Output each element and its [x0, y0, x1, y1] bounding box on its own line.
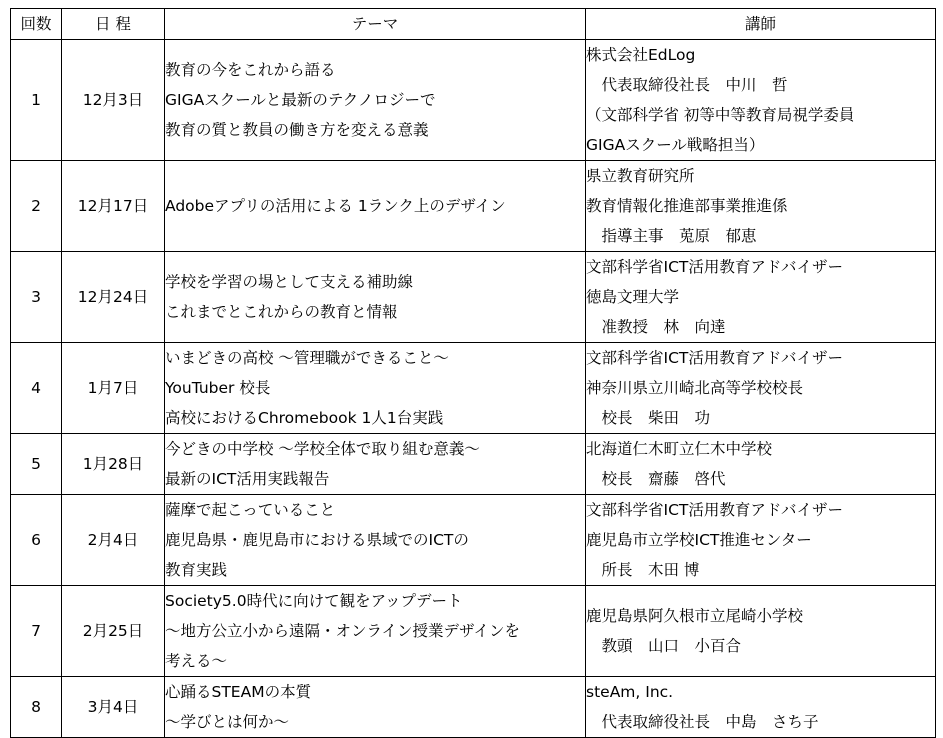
session-date: 2月25日 [62, 586, 165, 677]
round-number: 7 [11, 586, 62, 677]
session-date: 1月7日 [62, 343, 165, 434]
lecturer-info [586, 343, 936, 434]
theme-line: 今どきの中学校 ～学校全体で取り組む意義～ [165, 440, 480, 458]
header-round: 回数 [11, 9, 62, 40]
theme-line: ～学びとは何か～ [165, 713, 290, 731]
table-row [11, 343, 936, 434]
round-number: 5 [11, 434, 62, 495]
session-date: 12月3日 [62, 40, 165, 161]
lecturer-info [586, 161, 936, 252]
lecturer-line: 所長 木田 博 [586, 561, 700, 579]
theme-line: 薩摩で起こっていること [165, 501, 336, 519]
lecturer-line: 校長 齋藤 啓代 [586, 470, 726, 488]
lecturer-line: GIGAスクール戦略担当） [586, 136, 765, 154]
lecturer-line: （文部科学省 初等中等教育局視学委員 [586, 106, 855, 124]
theme-line: 考える～ [165, 652, 228, 670]
session-theme [165, 495, 586, 586]
lecturer-info [586, 495, 936, 586]
theme-line: ～地方公立小から遠隔・オンライン授業デザインを [165, 622, 520, 640]
theme-line: 鹿児島県・鹿児島市における県域でのICTの [165, 531, 469, 549]
lecturer-info [586, 434, 936, 495]
table-row [11, 40, 936, 161]
round-number: 1 [11, 40, 62, 161]
lecturer-line: 文部科学省ICT活用教育アドバイザー [586, 349, 844, 367]
theme-line: GIGAスクールと最新のテクノロジーで [165, 91, 436, 109]
theme-line: これまでとこれからの教育と情報 [165, 303, 398, 321]
lecturer-line: 指導主事 莵原 郁恵 [586, 227, 757, 245]
header-lecturer: 講師 [586, 9, 936, 40]
session-theme [165, 161, 586, 252]
table-row [11, 434, 936, 495]
theme-line: 教育実践 [165, 561, 228, 579]
theme-line: 学校を学習の場として支える補助線 [165, 273, 414, 291]
lecturer-line: 文部科学省ICT活用教育アドバイザー [586, 258, 844, 276]
table-row [11, 252, 936, 343]
round-number: 6 [11, 495, 62, 586]
lecture-schedule-table [10, 8, 936, 738]
lecturer-line: 鹿児島県阿久根市立尾崎小学校 [586, 607, 804, 625]
header-row [11, 9, 936, 40]
theme-line: 最新のICT活用実践報告 [165, 470, 330, 488]
table-row [11, 495, 936, 586]
theme-line: 心踊るSTEAMの本質 [165, 683, 312, 701]
session-date: 3月4日 [62, 677, 165, 738]
lecturer-line: 教育情報化推進部事業推進係 [586, 197, 788, 215]
table-row [11, 586, 936, 677]
theme-line: Adobeアプリの活用による 1ランク上のデザイン [165, 197, 506, 215]
lecturer-line: steAm, Inc. [586, 683, 674, 701]
session-date: 1月28日 [62, 434, 165, 495]
lecturer-line: 文部科学省ICT活用教育アドバイザー [586, 501, 844, 519]
theme-line: YouTuber 校長 [165, 379, 271, 397]
session-theme [165, 586, 586, 677]
session-theme [165, 677, 586, 738]
session-date: 2月4日 [62, 495, 165, 586]
lecturer-line: 県立教育研究所 [586, 167, 695, 185]
lecturer-info [586, 586, 936, 677]
lecturer-line: 代表取締役社長 中川 哲 [586, 76, 788, 94]
lecturer-line: 准教授 林 向達 [586, 318, 726, 336]
lecturer-line: 北海道仁木町立仁木中学校 [586, 440, 773, 458]
lecturer-line: 教頭 山口 小百合 [586, 637, 742, 655]
lecturer-line: 鹿児島市立学校ICT推進センター [586, 531, 812, 549]
table-row [11, 677, 936, 738]
session-theme [165, 343, 586, 434]
theme-line: 教育の今をこれから語る [165, 61, 336, 79]
lecturer-line: 神奈川県立川崎北高等学校校長 [586, 379, 804, 397]
round-number: 2 [11, 161, 62, 252]
lecturer-line: 株式会社EdLog [586, 46, 696, 64]
lecturer-line: 徳島文理大学 [586, 288, 680, 306]
lecturer-line: 校長 柴田 功 [586, 409, 711, 427]
theme-line: 高校におけるChromebook 1人1台実践 [165, 409, 444, 427]
round-number: 8 [11, 677, 62, 738]
lecturer-line: 代表取締役社長 中島 さち子 [586, 713, 819, 731]
lecturer-info [586, 252, 936, 343]
header-date: 日 程 [62, 9, 165, 40]
round-number: 3 [11, 252, 62, 343]
session-theme [165, 434, 586, 495]
lecturer-info [586, 40, 936, 161]
theme-line: 教育の質と教員の働き方を変える意義 [165, 121, 429, 139]
theme-line: Society5.0時代に向けて観をアップデート [165, 592, 463, 610]
theme-line: いまどきの高校 ～管理職ができること～ [165, 349, 449, 367]
header-theme: テーマ [165, 9, 586, 40]
session-theme [165, 252, 586, 343]
round-number: 4 [11, 343, 62, 434]
session-date: 12月17日 [62, 161, 165, 252]
session-theme [165, 40, 586, 161]
table-row [11, 161, 936, 252]
session-date: 12月24日 [62, 252, 165, 343]
lecturer-info [586, 677, 936, 738]
